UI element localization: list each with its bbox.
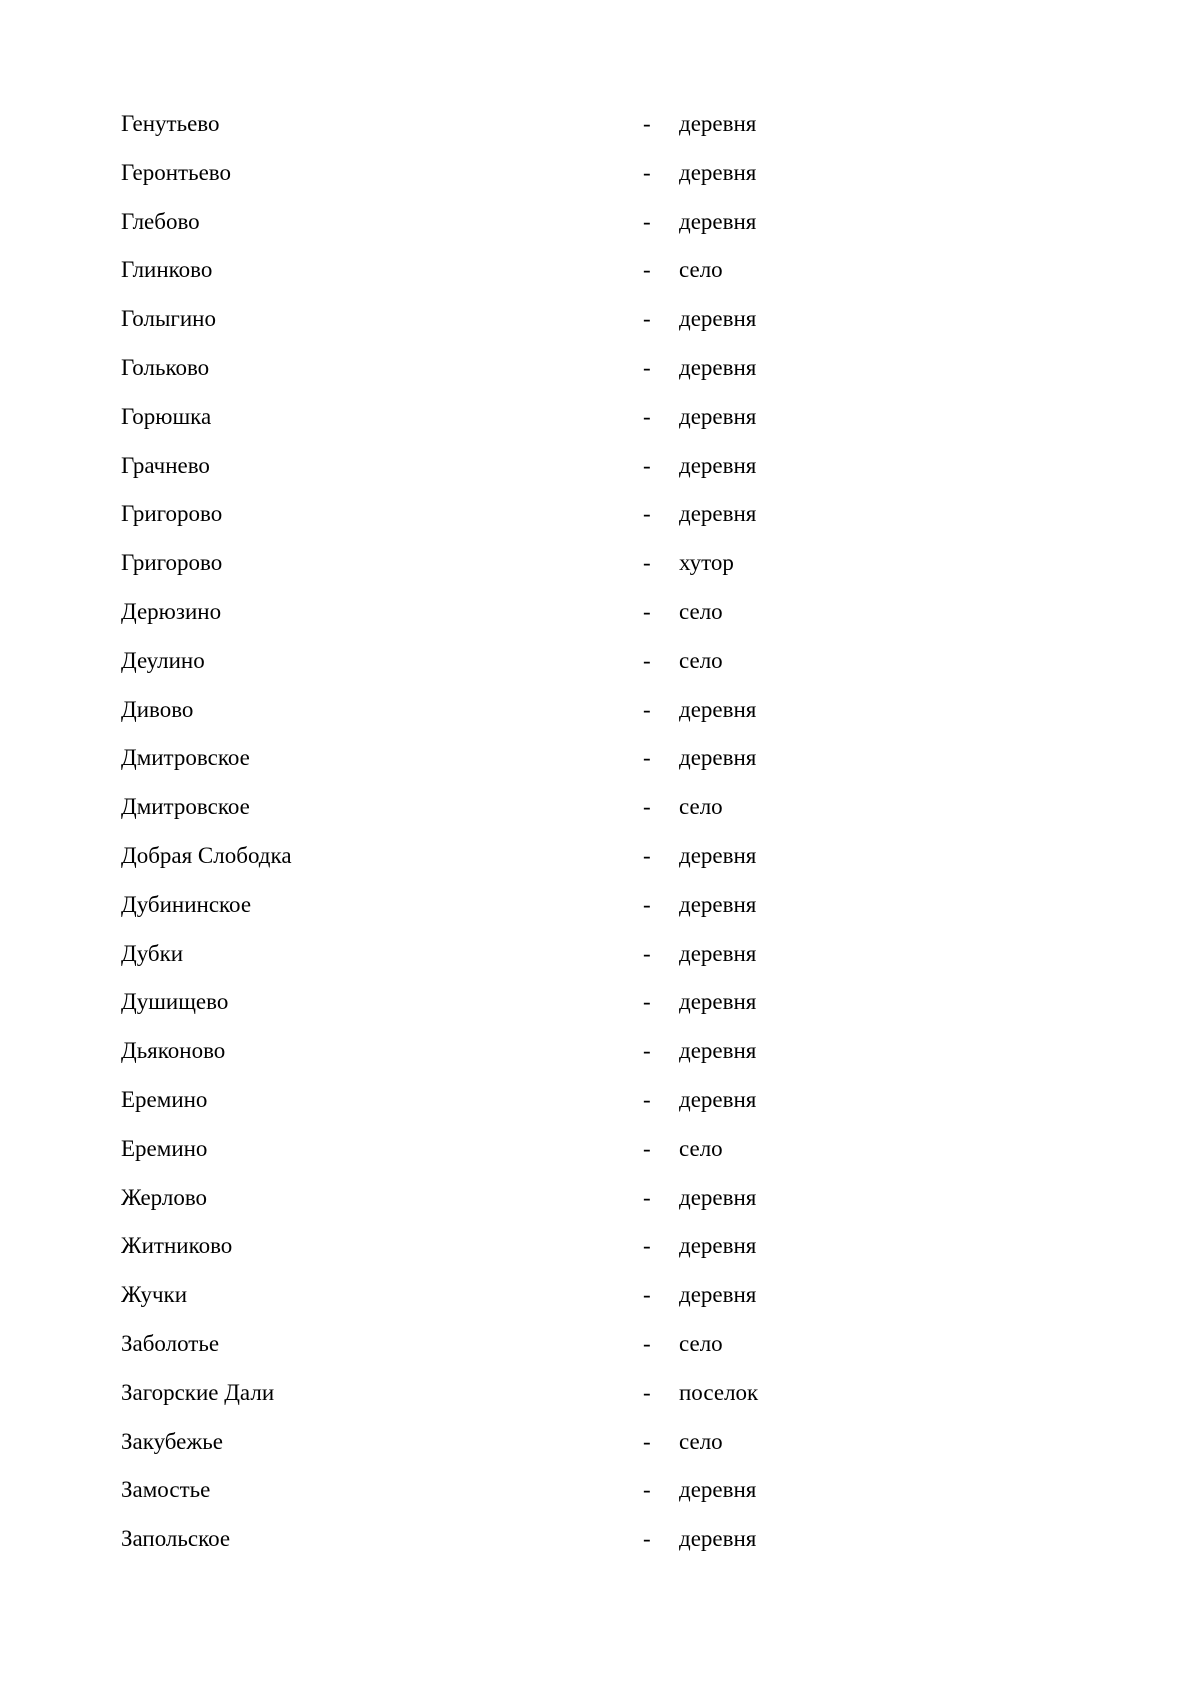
separator-dash: - (643, 940, 651, 966)
separator-dash: - (643, 111, 651, 136)
separator-dash: - (643, 989, 651, 1015)
settlement-type: деревня (679, 111, 757, 136)
list-item (121, 1474, 821, 1523)
settlement-type: деревня (679, 306, 757, 332)
list-item (121, 1035, 821, 1084)
list-item (121, 157, 821, 206)
settlement-name: Глинково (121, 257, 213, 283)
separator-dash: - (643, 1135, 651, 1161)
settlement-type: деревня (679, 891, 757, 917)
settlement-type: село (679, 1330, 723, 1356)
settlement-name: Дмитровское (121, 794, 250, 820)
list-item (121, 1377, 821, 1426)
separator-dash: - (643, 1330, 651, 1356)
settlement-type: деревня (679, 940, 757, 966)
settlement-name: Грачнево (121, 452, 210, 478)
list-item (121, 1084, 821, 1133)
settlement-name: Григорово (121, 501, 223, 527)
separator-dash: - (643, 1184, 651, 1210)
settlement-name: Дубининское (121, 891, 252, 917)
settlement-name: Закубежье (121, 1428, 223, 1454)
list-item (121, 1230, 821, 1279)
settlement-name: Еремино (121, 1086, 208, 1112)
settlement-name: Запольское (121, 1526, 231, 1552)
separator-dash: - (643, 794, 651, 820)
list-item (121, 108, 821, 157)
separator-dash: - (643, 696, 651, 722)
separator-dash: - (643, 1233, 651, 1259)
list-item (121, 206, 821, 255)
list-item (121, 547, 821, 596)
list-item (121, 938, 821, 987)
settlement-type: деревня (679, 1184, 757, 1210)
separator-dash: - (643, 550, 651, 576)
separator-dash: - (643, 891, 651, 917)
list-item (121, 254, 821, 303)
list-item (121, 1133, 821, 1182)
settlement-type: хутор (679, 550, 734, 576)
settlement-name: Голыгино (121, 306, 216, 332)
settlement-name: Горюшка (121, 403, 212, 429)
separator-dash: - (643, 1428, 651, 1454)
list-item (121, 498, 821, 547)
separator-dash: - (643, 354, 651, 380)
settlement-type: деревня (679, 403, 757, 429)
separator-dash: - (643, 1379, 651, 1405)
separator-dash: - (643, 1526, 651, 1552)
separator-dash: - (643, 842, 651, 868)
settlement-type: деревня (679, 1038, 757, 1064)
list-item (121, 742, 821, 791)
separator-dash: - (643, 647, 651, 673)
settlement-name: Дмитровское (121, 745, 250, 771)
settlement-type: деревня (679, 989, 757, 1015)
list-item (121, 694, 821, 743)
list-item (121, 840, 821, 889)
settlement-name: Замостье (121, 1477, 211, 1503)
separator-dash: - (643, 1086, 651, 1112)
list-item (121, 645, 821, 694)
settlement-name: Дубки (121, 940, 184, 966)
settlement-type: деревня (679, 208, 757, 234)
settlement-type: село (679, 1428, 723, 1454)
separator-dash: - (643, 745, 651, 771)
settlement-name: Дерюзино (121, 598, 222, 624)
list-item (121, 1523, 821, 1572)
settlement-type: село (679, 598, 723, 624)
list-item (121, 986, 821, 1035)
settlement-name: Генутьево (121, 111, 220, 136)
settlement-name: Добрая Слободка (121, 842, 292, 868)
separator-dash: - (643, 501, 651, 527)
settlement-type: деревня (679, 745, 757, 771)
settlement-type: деревня (679, 1526, 757, 1552)
separator-dash: - (643, 306, 651, 332)
settlement-type: деревня (679, 842, 757, 868)
list-item (121, 303, 821, 352)
settlement-name: Гольково (121, 354, 210, 380)
settlement-name: Дивово (121, 696, 194, 722)
settlement-type: деревня (679, 501, 757, 527)
settlement-name: Жучки (121, 1282, 188, 1308)
separator-dash: - (643, 257, 651, 283)
separator-dash: - (643, 208, 651, 234)
list-item (121, 1426, 821, 1475)
settlement-list (121, 108, 821, 1572)
settlement-type: деревня (679, 1477, 757, 1503)
list-item (121, 1279, 821, 1328)
settlement-name: Дьяконово (121, 1038, 226, 1064)
settlement-type: село (679, 647, 723, 673)
separator-dash: - (643, 1477, 651, 1503)
settlement-name: Григорово (121, 550, 223, 576)
settlement-type: деревня (679, 452, 757, 478)
settlement-name: Глебово (121, 208, 200, 234)
list-item (121, 1328, 821, 1377)
separator-dash: - (643, 1282, 651, 1308)
separator-dash: - (643, 159, 651, 185)
settlement-name: Еремино (121, 1135, 208, 1161)
settlement-type: село (679, 257, 723, 283)
list-item (121, 596, 821, 645)
settlement-type: село (679, 1135, 723, 1161)
settlement-type: деревня (679, 354, 757, 380)
settlement-type: поселок (679, 1379, 759, 1405)
list-item (121, 401, 821, 450)
list-item (121, 450, 821, 499)
settlement-type: деревня (679, 1086, 757, 1112)
separator-dash: - (643, 1038, 651, 1064)
settlement-type: деревня (679, 1282, 757, 1308)
settlement-name: Деулино (121, 647, 205, 673)
separator-dash: - (643, 403, 651, 429)
list-item (121, 889, 821, 938)
settlement-type: деревня (679, 696, 757, 722)
settlement-name: Душищево (121, 989, 229, 1015)
settlement-name: Загорские Дали (121, 1379, 275, 1405)
settlement-name: Геронтьево (121, 159, 232, 185)
settlement-name: Житниково (121, 1233, 233, 1259)
settlement-name: Заболотье (121, 1330, 220, 1356)
separator-dash: - (643, 598, 651, 624)
separator-dash: - (643, 452, 651, 478)
settlement-type: деревня (679, 159, 757, 185)
settlement-name: Жерлово (121, 1184, 208, 1210)
list-item (121, 791, 821, 840)
settlement-type: деревня (679, 1233, 757, 1259)
settlement-type: село (679, 794, 723, 820)
list-item (121, 1182, 821, 1231)
list-item (121, 352, 821, 401)
